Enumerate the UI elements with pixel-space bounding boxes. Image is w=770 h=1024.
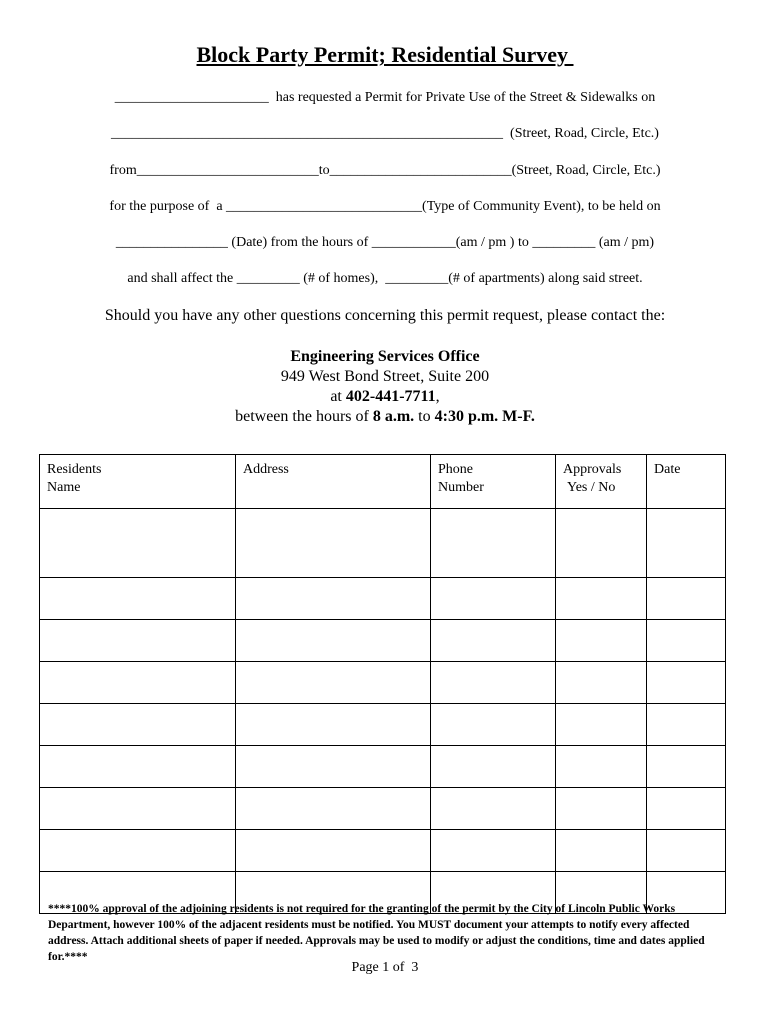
phone-cell[interactable] — [431, 620, 556, 662]
resident-name-cell[interactable] — [40, 788, 236, 830]
address-cell[interactable] — [236, 704, 431, 746]
approval-cell[interactable] — [556, 788, 647, 830]
approval-cell[interactable] — [556, 830, 647, 872]
date-cell[interactable] — [647, 578, 726, 620]
resident-name-cell[interactable] — [40, 578, 236, 620]
phone-cell[interactable] — [431, 509, 556, 578]
col-header-residents-name — [40, 455, 236, 509]
address-cell[interactable] — [236, 788, 431, 830]
col-header-approvals — [556, 455, 647, 509]
hours-prefix: between the hours of — [235, 408, 373, 425]
header-text: Residents — [47, 462, 102, 477]
approval-cell[interactable] — [556, 620, 647, 662]
approval-notice: ****100% approval of the adjoining residents is not required for the granting of the permit by the City of Lincoln Public Works Department, however 100% of the adjacent residents must be notified. You MUST document your attempts to notify every affected address. Attach additional sheets of paper if needed. Approvals may be used to modify or adjust the conditions, time and dates applied for.**** — [48, 903, 705, 963]
phone-cell[interactable] — [431, 578, 556, 620]
table-row — [40, 746, 726, 788]
table-row — [40, 620, 726, 662]
date-cell[interactable] — [647, 620, 726, 662]
approval-cell[interactable] — [556, 578, 647, 620]
hours-start: 8 a.m. — [372, 408, 415, 425]
header-text: Phone — [438, 462, 473, 477]
date-hours-line: ________________ (Date) from the hours of ____________(am / pm ) to _________ (am / pm) — [115, 235, 655, 250]
affected-homes-line: and shall affect the _________ (# of homes), _________(# of apartments) along said street. — [127, 271, 643, 286]
table-header-row — [40, 455, 726, 509]
resident-name-cell[interactable] — [40, 746, 236, 788]
form-title-text: Block Party Permit; Residential Survey — [196, 42, 574, 67]
office-phone: 402-441-7711 — [345, 388, 436, 405]
table-row — [40, 509, 726, 578]
page-number: Page 1 of 3 — [351, 960, 419, 975]
hours-mid: to — [414, 408, 435, 425]
address-cell[interactable] — [236, 578, 431, 620]
table-row — [40, 704, 726, 746]
contact-question: Should you have any other questions concerning this permit request, please contact the: — [104, 307, 666, 324]
office-name: Engineering Services Office — [290, 348, 480, 365]
approval-cell[interactable] — [556, 746, 647, 788]
table-row — [40, 830, 726, 872]
header-text: Name — [47, 480, 81, 495]
approval-cell[interactable] — [556, 509, 647, 578]
requester-line: ______________________ has requested a Permit for Private Use of the Street & Sidewalks on — [114, 90, 656, 105]
phone-cell[interactable] — [431, 662, 556, 704]
resident-name-cell[interactable] — [40, 620, 236, 662]
header-text: Address — [243, 462, 289, 477]
approval-cell[interactable] — [556, 704, 647, 746]
phone-suffix: , — [435, 388, 440, 405]
approval-cell[interactable] — [556, 662, 647, 704]
phone-cell[interactable] — [431, 704, 556, 746]
date-cell[interactable] — [647, 788, 726, 830]
date-cell[interactable] — [647, 830, 726, 872]
date-cell[interactable] — [647, 746, 726, 788]
resident-name-cell[interactable] — [40, 509, 236, 578]
phone-prefix: at — [330, 388, 346, 405]
date-cell[interactable] — [647, 704, 726, 746]
table-row — [40, 662, 726, 704]
hours-end: 4:30 p.m. M-F. — [434, 408, 535, 425]
office-address: 949 West Bond Street, Suite 200 — [280, 368, 490, 385]
header-text: Number — [438, 480, 484, 495]
phone-cell[interactable] — [431, 788, 556, 830]
address-cell[interactable] — [236, 830, 431, 872]
date-cell[interactable] — [647, 662, 726, 704]
header-text: Approvals — [563, 462, 622, 477]
date-cell[interactable] — [647, 509, 726, 578]
table-row — [40, 788, 726, 830]
street-line: ________________________________________________________ (Street, Road, Circle, Etc.) — [111, 126, 659, 141]
header-text: Date — [654, 462, 681, 477]
contact-office-block — [0, 347, 770, 427]
from-to-line: from__________________________to__________________________(Street, Road, Circle, Etc.) — [109, 163, 661, 178]
purpose-line: for the purpose of a ____________________________(Type of Community Event), to be held on — [109, 199, 661, 214]
form-title — [0, 42, 770, 68]
residents-survey-table — [39, 454, 726, 914]
resident-name-cell[interactable] — [40, 704, 236, 746]
address-cell[interactable] — [236, 620, 431, 662]
table-row — [40, 578, 726, 620]
office-phone-line — [0, 387, 770, 407]
phone-cell[interactable] — [431, 746, 556, 788]
address-cell[interactable] — [236, 509, 431, 578]
col-header-date — [647, 455, 726, 509]
resident-name-cell[interactable] — [40, 662, 236, 704]
header-text: Yes / No — [567, 480, 616, 495]
address-cell[interactable] — [236, 662, 431, 704]
phone-cell[interactable] — [431, 830, 556, 872]
address-cell[interactable] — [236, 746, 431, 788]
col-header-phone-number — [431, 455, 556, 509]
resident-name-cell[interactable] — [40, 830, 236, 872]
col-header-address — [236, 455, 431, 509]
office-hours-line — [0, 407, 770, 427]
